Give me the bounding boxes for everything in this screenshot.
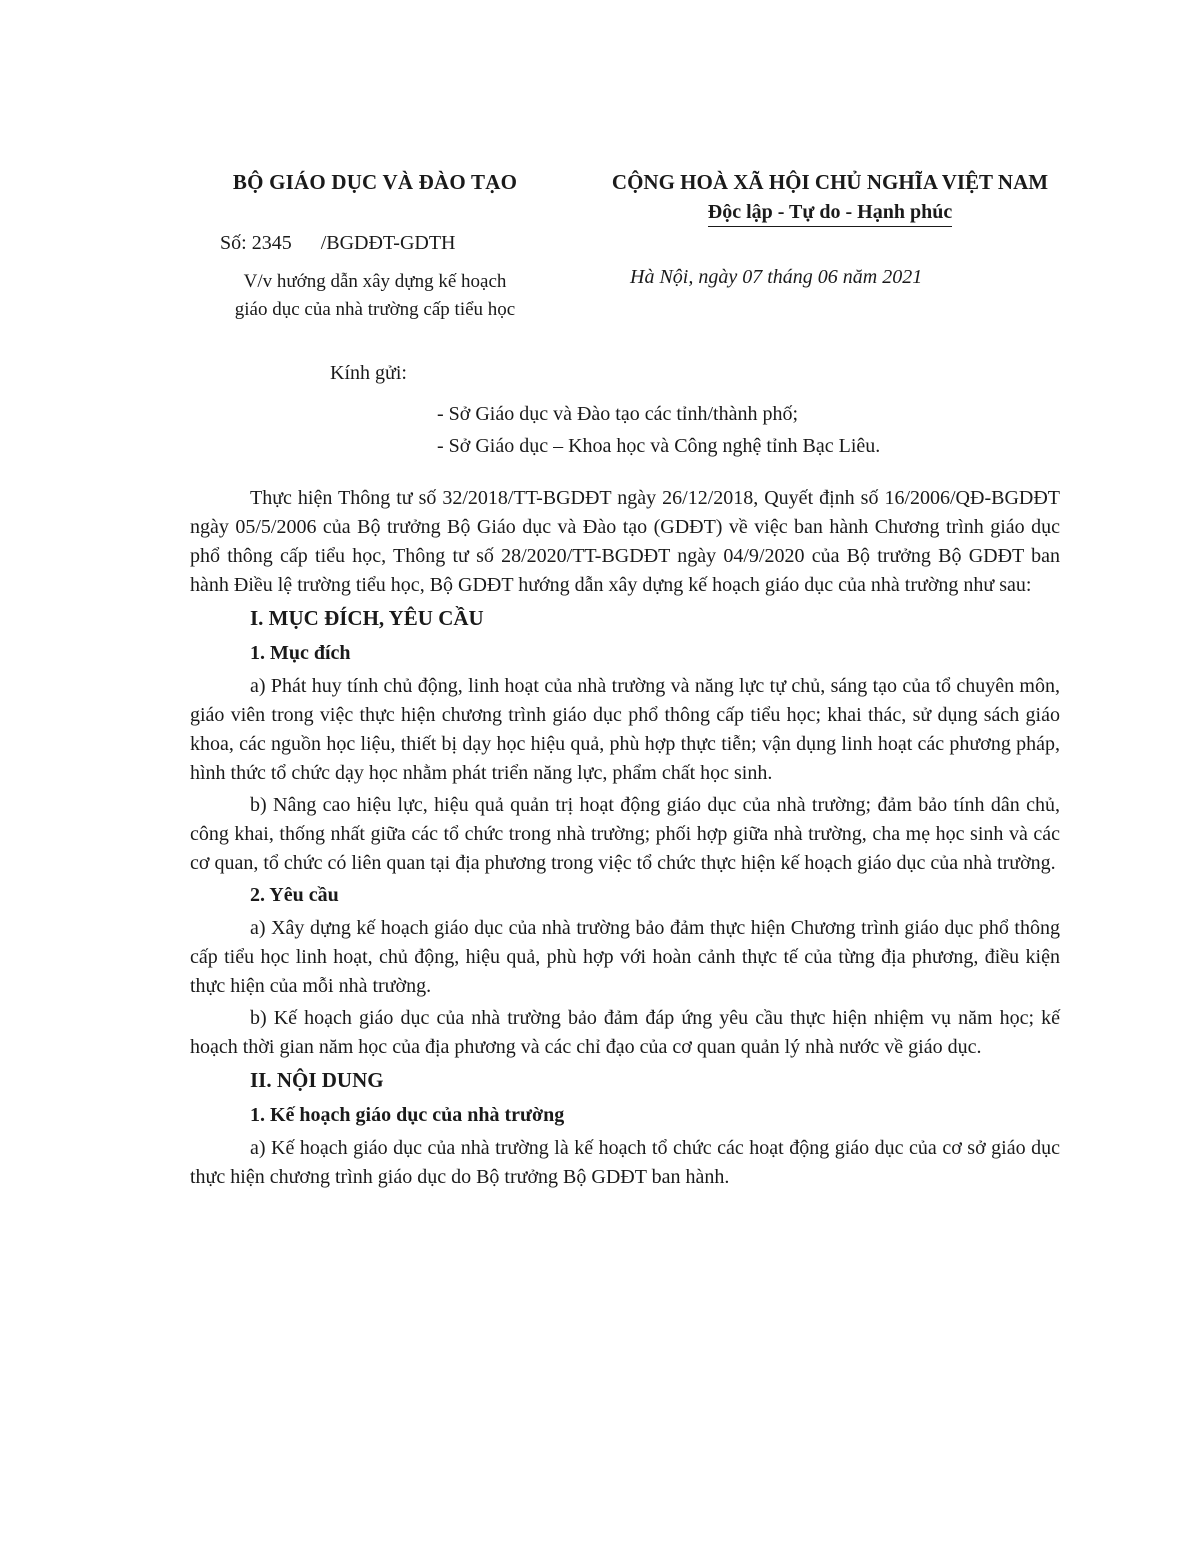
subject-line xyxy=(190,268,560,324)
recipient-item: - Sở Giáo dục và Đào tạo các tỉnh/thành phố; xyxy=(437,403,799,425)
national-motto: Độc lập - Tự do - Hạnh phúc xyxy=(708,201,952,227)
subsection-heading: 1. Kế hoạch giáo dục của nhà trường xyxy=(250,1104,565,1126)
subsection-heading: 1. Mục đích xyxy=(250,642,351,664)
doc-number-prefix: Số: xyxy=(220,232,247,254)
greeting: Kính gửi: xyxy=(330,362,407,384)
recipient-list xyxy=(437,398,880,462)
doc-number-value: 2345 xyxy=(251,232,292,254)
subsection-heading: 2. Yêu cầu xyxy=(250,884,339,906)
section-heading: I. MỤC ĐÍCH, YÊU CẦU xyxy=(250,606,484,630)
paragraph: a) Kế hoạch giáo dục của nhà trường là kế hoạch tổ chức các hoạt động giáo dục của cơ sở giáo dục thực hiện chương trình giáo dục do Bộ trưởng Bộ GDĐT ban hành. xyxy=(190,1137,1060,1188)
date-line: Hà Nội, ngày 07 tháng 06 năm 2021 xyxy=(630,266,923,288)
ministry-name: BỘ GIÁO DỤC VÀ ĐÀO TẠO xyxy=(232,170,518,194)
paragraph: b) Nâng cao hiệu lực, hiệu quả quản trị hoạt động giáo dục của nhà trường; đảm bảo tính dân chủ, công khai, thống nhất giữa các tổ chức trong nhà trường; phối hợp giữa nhà trường, cha mẹ học sinh và các cơ quan, tổ chức có liên quan tại địa phương trong việc tổ chức thực hiện kế hoạch giáo dục của nhà trường. xyxy=(190,794,1060,874)
document-body xyxy=(190,484,1060,1195)
intro-paragraph: Thực hiện Thông tư số 32/2018/TT-BGDĐT ngày 26/12/2018, Quyết định số 16/2006/QĐ-BGDĐT ngày 05/5/2006 của Bộ trưởng Bộ Giáo dục và Đào tạo (GDĐT) về việc ban hành Chương trình giáo dục phổ thông cấp tiểu học, Thông tư số 28/2020/TT-BGDĐT ngày 04/9/2020 của Bộ trưởng Bộ GDĐT ban hành Điều lệ trường tiểu học, Bộ GDĐT hướng dẫn xây dựng kế hoạch giáo dục của nhà trường như sau: xyxy=(190,487,1060,596)
subject-line-1: V/v hướng dẫn xây dựng kế hoạch xyxy=(243,271,507,292)
header-right xyxy=(580,170,1080,227)
nation-title: CỘNG HOÀ XÃ HỘI CHỦ NGHĨA VIỆT NAM xyxy=(611,170,1049,194)
document-number xyxy=(220,232,456,255)
paragraph: a) Xây dựng kế hoạch giáo dục của nhà trường bảo đảm thực hiện Chương trình giáo dục phổ thông cấp tiểu học linh hoạt, chủ động, hiệu quả, phù hợp với hoàn cảnh thực tế của từng địa phương, điều kiện thực hiện của mỗi nhà trường. xyxy=(190,917,1060,997)
header-left xyxy=(190,170,560,195)
doc-code: /BGDĐT-GDTH xyxy=(320,232,456,254)
recipient-item: - Sở Giáo dục – Khoa học và Công nghệ tỉnh Bạc Liêu. xyxy=(437,435,881,457)
section-heading: II. NỘI DUNG xyxy=(250,1068,384,1092)
paragraph: b) Kế hoạch giáo dục của nhà trường bảo đảm đáp ứng yêu cầu thực hiện nhiệm vụ năm học; kế hoạch thời gian năm học của địa phương và các chỉ đạo của cơ quan quản lý nhà nước về giáo dục. xyxy=(190,1007,1060,1058)
subject-line-2: giáo dục của nhà trường cấp tiểu học xyxy=(234,299,516,320)
paragraph: a) Phát huy tính chủ động, linh hoạt của nhà trường và năng lực tự chủ, sáng tạo của tổ chuyên môn, giáo viên trong việc thực hiện chương trình giáo dục phổ thông cấp tiểu học; khai thác, sử dụng sách giáo khoa, các nguồn học liệu, thiết bị dạy học hiệu quả, phù hợp thực tiễn; vận dụng linh hoạt các phương pháp, hình thức tổ chức dạy học nhằm phát triển năng lực, phẩm chất học sinh. xyxy=(190,675,1060,784)
